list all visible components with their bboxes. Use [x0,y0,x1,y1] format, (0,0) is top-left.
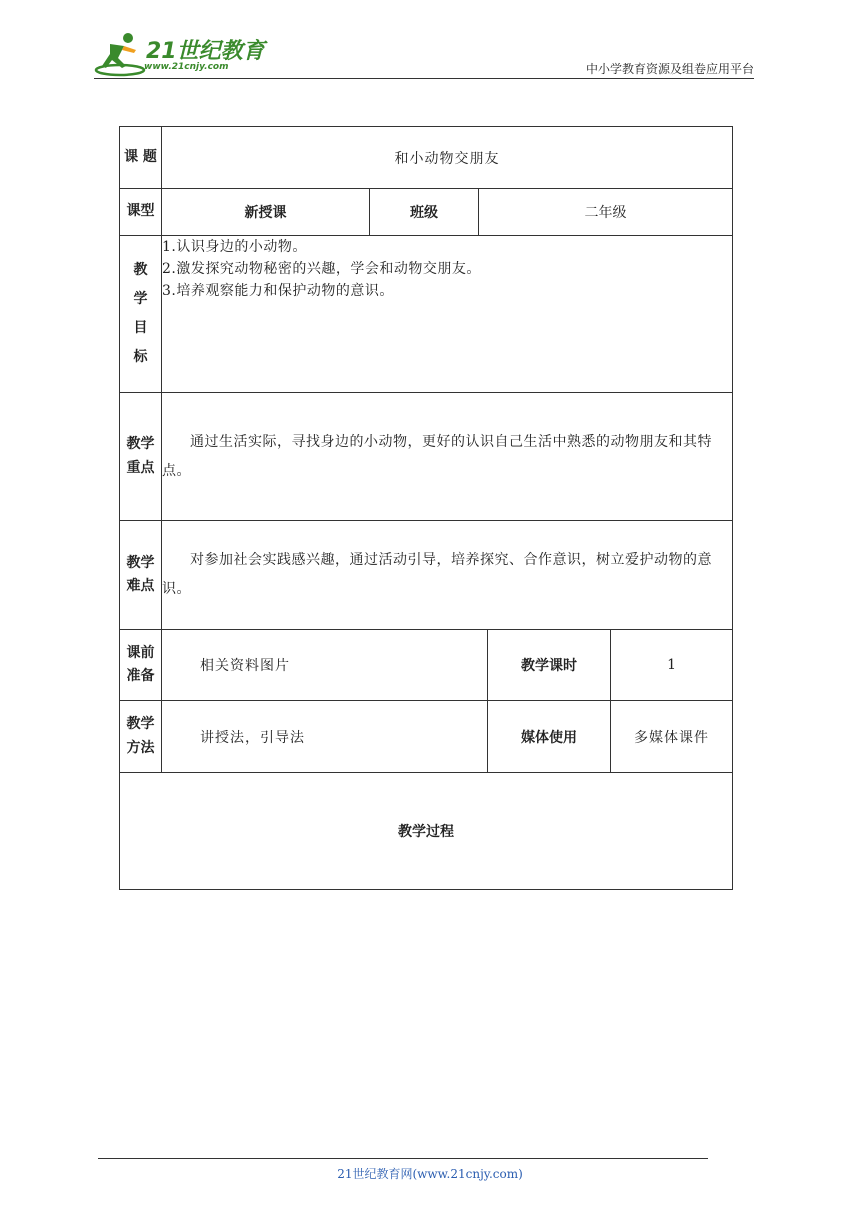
prep-label: 课前 准备 [120,630,162,701]
topic-label: 课 题 [120,127,162,189]
goals-list [162,236,733,393]
hours-label: 教学课时 [488,630,611,701]
type-label: 课型 [120,189,162,236]
lesson-plan-table [119,126,733,890]
difficulties-label: 教学 难点 [120,521,162,630]
class-value: 二年级 [479,189,733,236]
method-label: 教学 方法 [120,701,162,773]
key-points-label: 教学 重点 [120,393,162,521]
goals-label: 教 学 目 标 [120,236,162,393]
goal-item: 2.激发探究动物秘密的兴趣，学会和动物交朋友。 [162,261,481,277]
topic-value: 和小动物交朋友 [162,127,733,189]
footer-divider [98,1158,708,1159]
type-row [120,189,733,236]
hours-value: 1 [611,630,733,701]
media-value: 多媒体课件 [611,701,733,773]
process-row [120,773,733,890]
header-divider [94,78,754,79]
class-label: 班级 [370,189,479,236]
key-points-row [120,393,733,521]
prep-value: 相关资料图片 [162,630,488,701]
footer-text: 21世纪教育网(www.21cnjy.com) [337,1167,523,1181]
logo-text: 21世纪教育 [146,39,265,64]
site-logo [94,30,264,78]
media-label: 媒体使用 [488,701,611,773]
goal-item: 1.认识身边的小动物。 [162,239,307,255]
site-name: 中小学教育资源及组卷应用平台 [585,62,754,76]
difficulties-row [120,521,733,630]
goal-item: 3.培养观察能力和保护动物的意识。 [162,283,394,299]
goals-row [120,236,733,393]
logo-url: www.21cnjy.com [144,62,229,72]
prep-row [120,630,733,701]
topic-row [120,127,733,189]
method-value: 讲授法，引导法 [162,701,488,773]
runner-icon [94,30,148,78]
type-value: 新授课 [162,189,370,236]
process-label: 教学过程 [120,773,733,890]
key-points-text: 通过生活实际，寻找身边的小动物，更好的认识自己生活中熟悉的动物朋友和其特点。 [162,393,733,521]
difficulties-text: 对参加社会实践感兴趣，通过活动引导，培养探究、合作意识，树立爱护动物的意识。 [162,521,733,630]
method-row [120,701,733,773]
